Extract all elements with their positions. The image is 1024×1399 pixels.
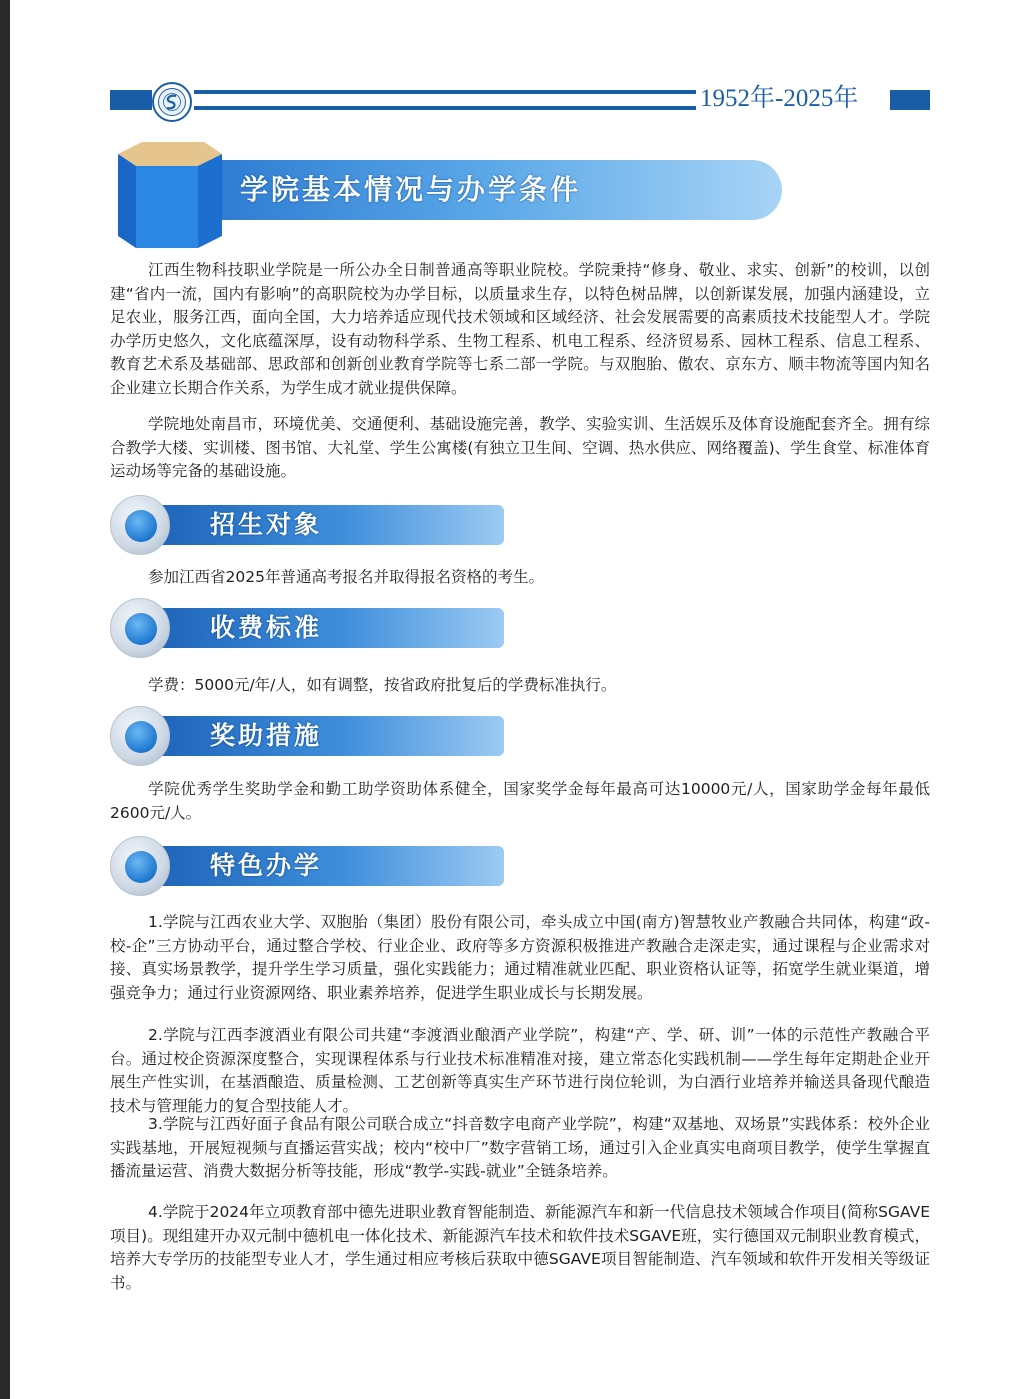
section-bar: [150, 505, 504, 545]
section-dot-icon: [125, 721, 157, 753]
section-ring-icon: [110, 706, 170, 766]
enroll-text: 参加江西省2025年普通高考报名并取得报名资格的考生。: [148, 568, 544, 586]
section-header-aid: [110, 706, 510, 766]
feature-item-1: 1.学院与江西农业大学、双胞胎（集团）股份有限公司，牵头成立中国(南方)智慧牧业产教融合共同体，构建“政-校-企”三方协动平台，通过整合学校、行业企业、政府等多方资源积极推进产教融合走深走实，通过课程与企业需求对接、真实场景教学，提升学生学习质量，强化实践能力；通过精准就业匹配、职业资格认证等，拓宽学生就业渠道，增强竞争力；通过行业资源网络、职业素养培养，促进学生职业成长与长期发展。: [110, 913, 930, 1002]
section-dot-icon: [125, 851, 157, 883]
section-header-enroll: [110, 495, 510, 555]
header-year-range: 1952年-2025年: [700, 85, 859, 112]
page-edge-strip: [0, 0, 10, 1399]
logo-swirl-icon: [162, 92, 182, 112]
logo-emblem: [158, 88, 186, 116]
intro-paragraph-1: 江西生物科技职业学院是一所公办全日制普通高等职业院校。学院秉持“修身、敬业、求实、创新”的校训，以创建“省内一流，国内有影响”的高职院校为办学目标，以质量求生存，以特色树品牌，以创新谋发展，加强内涵建设，立足农业，服务江西，面向全国，大力培养适应现代技术领域和区域经济、社会发展需要的高素质技术技能型人才。学院办学历史悠久，文化底蕴深厚，设有动物科学系、生物工程系、机电工程系、经济贸易系、园林工程系、信息工程系、教育艺术系及基础部、思政部和创新创业教育学院等七系二部一学院。与双胞胎、傲农、京东方、顺丰物流等国内知名企业建立长期合作关系，为学生成才就业提供保障。: [110, 261, 930, 397]
section-bar: [150, 716, 504, 756]
header-rule-top: [194, 90, 696, 94]
section-heading-aid: 奖助措施: [210, 721, 323, 750]
feature-item-3: 3.学院与江西好面子食品有限公司联合成立“抖音数字电商产业学院”，构建“双基地、双场景”实践体系：校外企业实践基地，开展短视频与直播运营实战；校内“校中厂”数字营销工场，通过引入企业真实电商项目教学，使学生掌握直播流量运营、消费大数据分析等技能，形成“教学-实践-就业”全链条培养。: [110, 1115, 930, 1181]
section-bar: [150, 608, 504, 648]
fee-text: 学费：5000元/年/人，如有调整，按省政府批复后的学费标准执行。: [148, 676, 617, 694]
section-dot-icon: [125, 613, 157, 645]
intro-paragraph-2: 学院地处南昌市，环境优美、交通便利、基础设施完善，教学、实验实训、生活娱乐及体育设施配套齐全。拥有综合教学大楼、实训楼、图书馆、大礼堂、学生公寓楼(有独立卫生间、空调、热水供应、网络覆盖)、学生食堂、标准体育运动场等完备的基础设施。: [110, 415, 930, 481]
feature-item-2: 2.学院与江西李渡酒业有限公司共建“李渡酒业酿酒产业学院”，构建“产、学、研、训”一体的示范性产教融合平台。通过校企资源深度整合，实现课程体系与行业技术标准精准对接，建立常态化实践机制——学生每年定期赴企业开展生产性实训，在基酒酿造、质量检测、工艺创新等真实生产环节进行岗位轮训，为白酒行业培养并输送具备现代酿造技术与管理能力的复合型技能人才。: [110, 1026, 930, 1115]
section-bar: [150, 846, 504, 886]
section-ring-icon: [110, 836, 170, 896]
cube-icon: [116, 142, 224, 250]
section-ring-icon: [110, 598, 170, 658]
section-heading-enroll: 招生对象: [210, 510, 323, 539]
section-heading-fee: 收费标准: [210, 613, 323, 642]
feature-item-4: 4.学院于2024年立项教育部中德先进职业教育智能制造、新能源汽车和新一代信息技术领域合作项目(简称SGAVE项目)。现组建开办双元制中德机电一体化技术、新能源汽车技术和软件技术SGAVE班，实行德国双元制职业教育模式，培养大专学历的技能型专业人才，学生通过相应考核后获取中德SGAVE项目智能制造、汽车领域和软件开发相关等级证书。: [110, 1203, 930, 1292]
section-header-fee: [110, 598, 510, 658]
page-title: 学院基本情况与办学条件: [240, 173, 582, 206]
aid-text: 学院优秀学生奖助学金和勤工助学资助体系健全，国家奖学金每年最高可达10000元/人，国家助学金每年最低2600元/人。: [110, 780, 930, 822]
section-dot-icon: [125, 510, 157, 542]
section-ring-icon: [110, 495, 170, 555]
header-left-block: [110, 90, 152, 110]
header-right-block: [890, 90, 930, 110]
college-logo-icon: [152, 82, 192, 122]
header-rule-bottom: [194, 106, 696, 110]
section-heading-feature: 特色办学: [210, 851, 323, 880]
section-header-feature: [110, 836, 510, 896]
